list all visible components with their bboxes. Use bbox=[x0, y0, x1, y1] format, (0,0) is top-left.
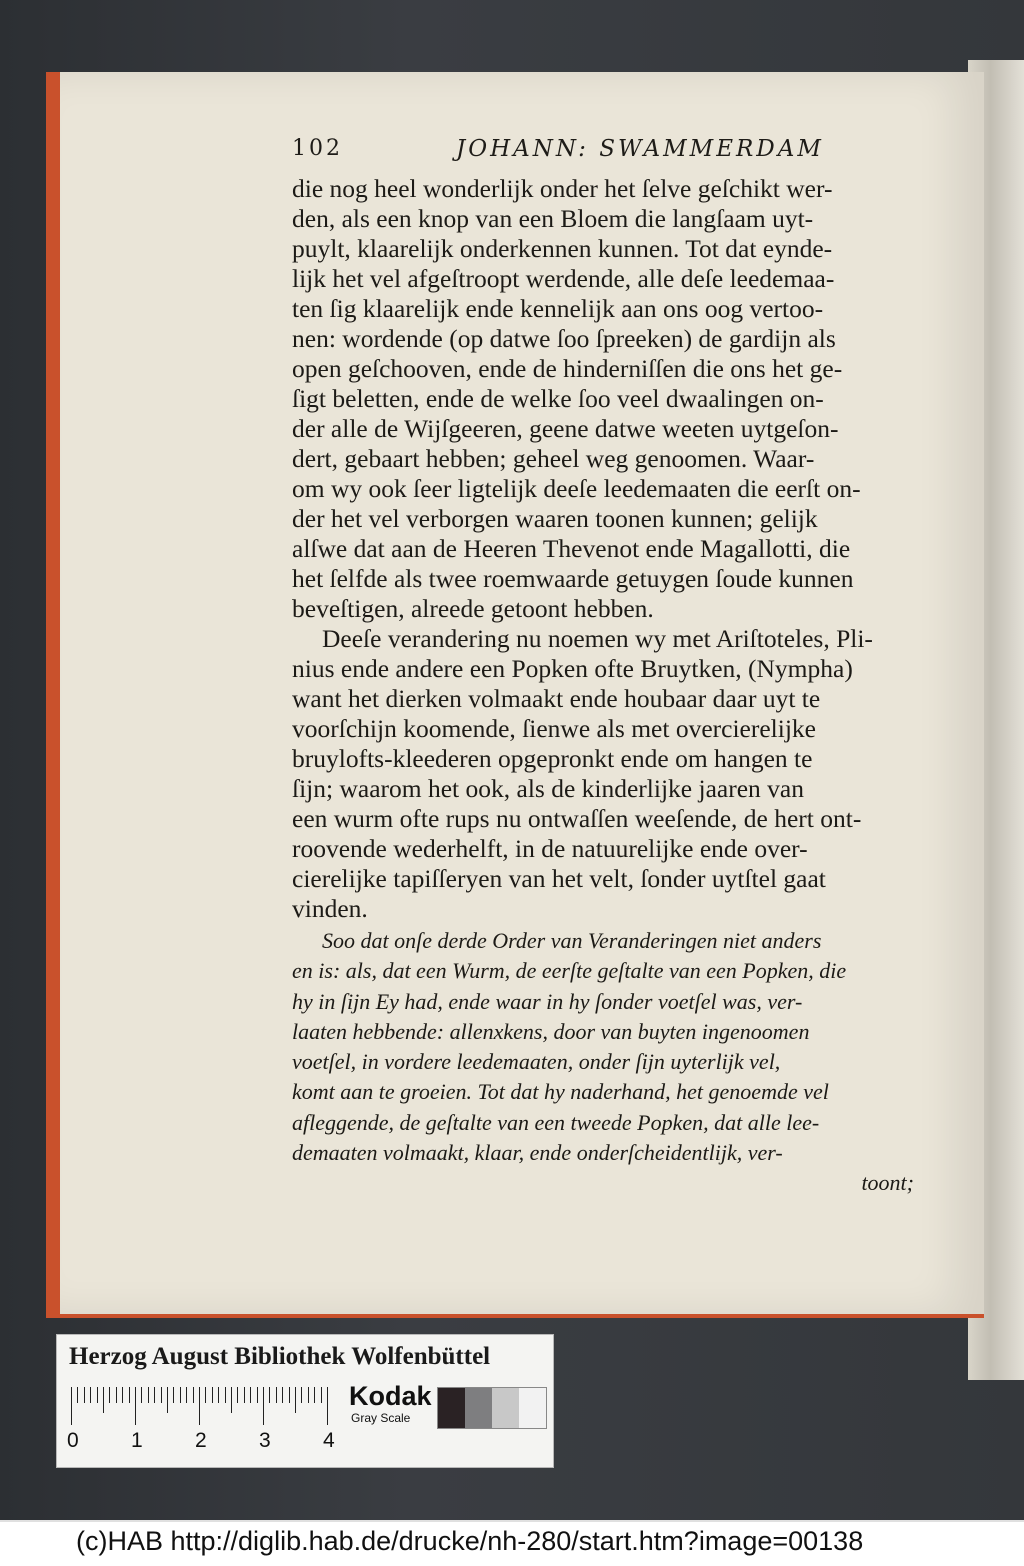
footer-text: (c)HAB http://diglib.hab.de/drucke/nh-280/start.htm?image=00138 bbox=[76, 1526, 864, 1556]
ruler-tick bbox=[180, 1387, 181, 1403]
ruler-tick bbox=[250, 1387, 251, 1403]
italic-text-line: voetſel, in vordere leedemaaten, onder ſijn uyterlijk vel, bbox=[292, 1049, 781, 1075]
italic-text-line: en is: als, dat een Wurm, de eerſte geſtalte van een Popken, die bbox=[292, 958, 847, 984]
ruler-tick bbox=[129, 1387, 130, 1403]
text-line: om wy ook ſeer ligtelijk deeſe leedemaaten die eerſt on- bbox=[292, 474, 861, 503]
gray-scale-label: Gray Scale bbox=[351, 1411, 411, 1425]
ruler-tick bbox=[263, 1387, 264, 1425]
ruler-tick bbox=[237, 1387, 238, 1403]
ruler-tick bbox=[282, 1387, 283, 1403]
ruler-tick bbox=[269, 1387, 270, 1403]
kodak-logo: Kodak bbox=[349, 1381, 432, 1411]
color-scale-card bbox=[56, 1334, 554, 1468]
body-text bbox=[292, 174, 914, 1199]
text-line: voorſchijn koomende, ſienwe als met overcierelijke bbox=[292, 714, 816, 743]
text-line: ſijn; waarom het ook, als de kinderlijke jaaren van bbox=[292, 774, 804, 803]
ruler-tick bbox=[148, 1387, 149, 1403]
ruler-number: 3 bbox=[259, 1429, 271, 1452]
italic-text-line: komt aan te groeien. Tot dat hy naderhand, het genoemde vel bbox=[292, 1079, 829, 1105]
ruler-tick bbox=[314, 1387, 315, 1403]
text-line: nen: wordende (op datwe ſoo ſpreeken) de gardijn als bbox=[292, 324, 836, 353]
ruler-tick bbox=[205, 1387, 206, 1403]
ruler-number: 0 bbox=[67, 1429, 79, 1452]
ruler-tick bbox=[244, 1387, 245, 1403]
text-line: nius ende andere een Popken ofte Bruytken, (Nympha) bbox=[292, 654, 853, 683]
ruler-tick bbox=[154, 1387, 155, 1403]
ruler-tick bbox=[212, 1387, 213, 1403]
ruler-scale bbox=[71, 1387, 333, 1425]
ruler-tick bbox=[90, 1387, 91, 1403]
ruler-tick bbox=[109, 1387, 110, 1403]
text-line: want het dierken volmaakt ende houbaar daar uyt te bbox=[292, 684, 821, 713]
italic-text-line: Soo dat onſe derde Order van Veranderingen niet anders bbox=[322, 928, 822, 953]
copyright-footer bbox=[0, 1520, 1024, 1566]
ruler-tick bbox=[97, 1387, 98, 1403]
ruler-tick bbox=[71, 1387, 72, 1425]
ruler-tick bbox=[103, 1387, 104, 1413]
ruler-number: 2 bbox=[195, 1429, 207, 1452]
text-line: open geſchooven, ende de hinderniſſen die ons het ge- bbox=[292, 354, 843, 383]
ruler-tick bbox=[327, 1387, 328, 1425]
text-line: het ſelfde als twee roemwaarde getuygen ſoude kunnen bbox=[292, 564, 854, 593]
text-line: lijk het vel afgeſtroopt werdende, alle deſe leedemaa- bbox=[292, 264, 835, 293]
italic-text-line: afleggende, de geſtalte van een tweede Popken, dat alle lee- bbox=[292, 1109, 820, 1135]
text-line: die nog heel wonderlijk onder het ſelve geſchikt wer- bbox=[292, 174, 833, 203]
ruler-tick bbox=[173, 1387, 174, 1403]
gray-swatch bbox=[438, 1388, 465, 1428]
catchword: toont; bbox=[861, 1170, 914, 1196]
running-head bbox=[292, 136, 912, 170]
page-number: 102 bbox=[292, 136, 343, 161]
ruler-tick bbox=[231, 1387, 232, 1413]
ruler-tick bbox=[77, 1387, 78, 1403]
ruler-numbers bbox=[67, 1429, 347, 1457]
text-line: beveſtigen, alreede getoont hebben. bbox=[292, 594, 654, 623]
ruler-tick bbox=[276, 1387, 277, 1403]
ruler-tick bbox=[141, 1387, 142, 1403]
ruler-tick bbox=[122, 1387, 123, 1403]
ruler-tick bbox=[321, 1387, 322, 1403]
ruler-tick bbox=[116, 1387, 117, 1403]
ruler-tick bbox=[135, 1387, 136, 1425]
running-head-title: JOHANN: SWAMMERDAM bbox=[456, 136, 824, 162]
text-line: der het vel verborgen waaren toonen kunnen; gelijk bbox=[292, 504, 818, 533]
text-line: vinden. bbox=[292, 894, 368, 923]
ruler-tick bbox=[308, 1387, 309, 1403]
text-line: roovende wederhelft, in de natuurelijke ende over- bbox=[292, 834, 808, 863]
ruler-tick bbox=[225, 1387, 226, 1403]
text-line: den, als een knop van een Bloem die langſaam uyt- bbox=[292, 204, 814, 233]
text-line: bruylofts-kleederen opgepronkt ende om hangen te bbox=[292, 744, 813, 773]
text-line: Deeſe verandering nu noemen wy met Ariſtoteles, Pli- bbox=[322, 624, 873, 653]
text-line: ſigt beletten, ende de welke ſoo veel dwaalingen on- bbox=[292, 384, 824, 413]
ruler-tick bbox=[84, 1387, 85, 1403]
gray-swatch bbox=[492, 1388, 519, 1428]
ruler-number: 1 bbox=[131, 1429, 143, 1452]
gray-swatch bbox=[465, 1388, 492, 1428]
gray-swatches bbox=[437, 1387, 547, 1429]
ruler-tick bbox=[167, 1387, 168, 1413]
library-name: Herzog August Bibliothek Wolfenbüttel bbox=[69, 1343, 491, 1370]
ruler-tick bbox=[295, 1387, 296, 1413]
italic-text-line: demaaten volmaakt, klaar, ende onderſcheidentlijk, ver- bbox=[292, 1140, 783, 1166]
ruler-tick bbox=[289, 1387, 290, 1403]
italic-text-line: laaten hebbende: allenxkens, door van buyten ingenoomen bbox=[292, 1018, 810, 1044]
ruler-tick bbox=[301, 1387, 302, 1403]
gray-swatch bbox=[519, 1388, 546, 1428]
text-line: cierelijke tapiſſeryen van het velt, ſonder uytſtel gaat bbox=[292, 864, 826, 893]
italic-text-line: hy in ſijn Ey had, ende waar in hy ſonder voetſel was, ver- bbox=[292, 988, 803, 1014]
text-line: alſwe dat aan de Heeren Thevenot ende Magallotti, die bbox=[292, 534, 851, 563]
ruler-tick bbox=[161, 1387, 162, 1403]
text-line: een wurm ofte rups nu ontwaſſen weeſende, de hert ont- bbox=[292, 804, 862, 833]
text-line: dert, gebaart hebben; geheel weg genoomen. Waar- bbox=[292, 444, 815, 473]
ruler-tick bbox=[193, 1387, 194, 1403]
ruler-tick bbox=[257, 1387, 258, 1403]
ruler-tick bbox=[186, 1387, 187, 1403]
text-line: der alle de Wijſgeeren, geene datwe weeten uytgeſon- bbox=[292, 414, 839, 443]
ruler-tick bbox=[199, 1387, 200, 1425]
text-line: puylt, klaarelijk onderkennen kunnen. Tot dat eynde- bbox=[292, 234, 833, 263]
ruler-tick bbox=[218, 1387, 219, 1403]
text-line: ten ſig klaarelijk ende kennelijk aan ons oog vertoo- bbox=[292, 294, 824, 323]
ruler-number: 4 bbox=[323, 1429, 335, 1452]
